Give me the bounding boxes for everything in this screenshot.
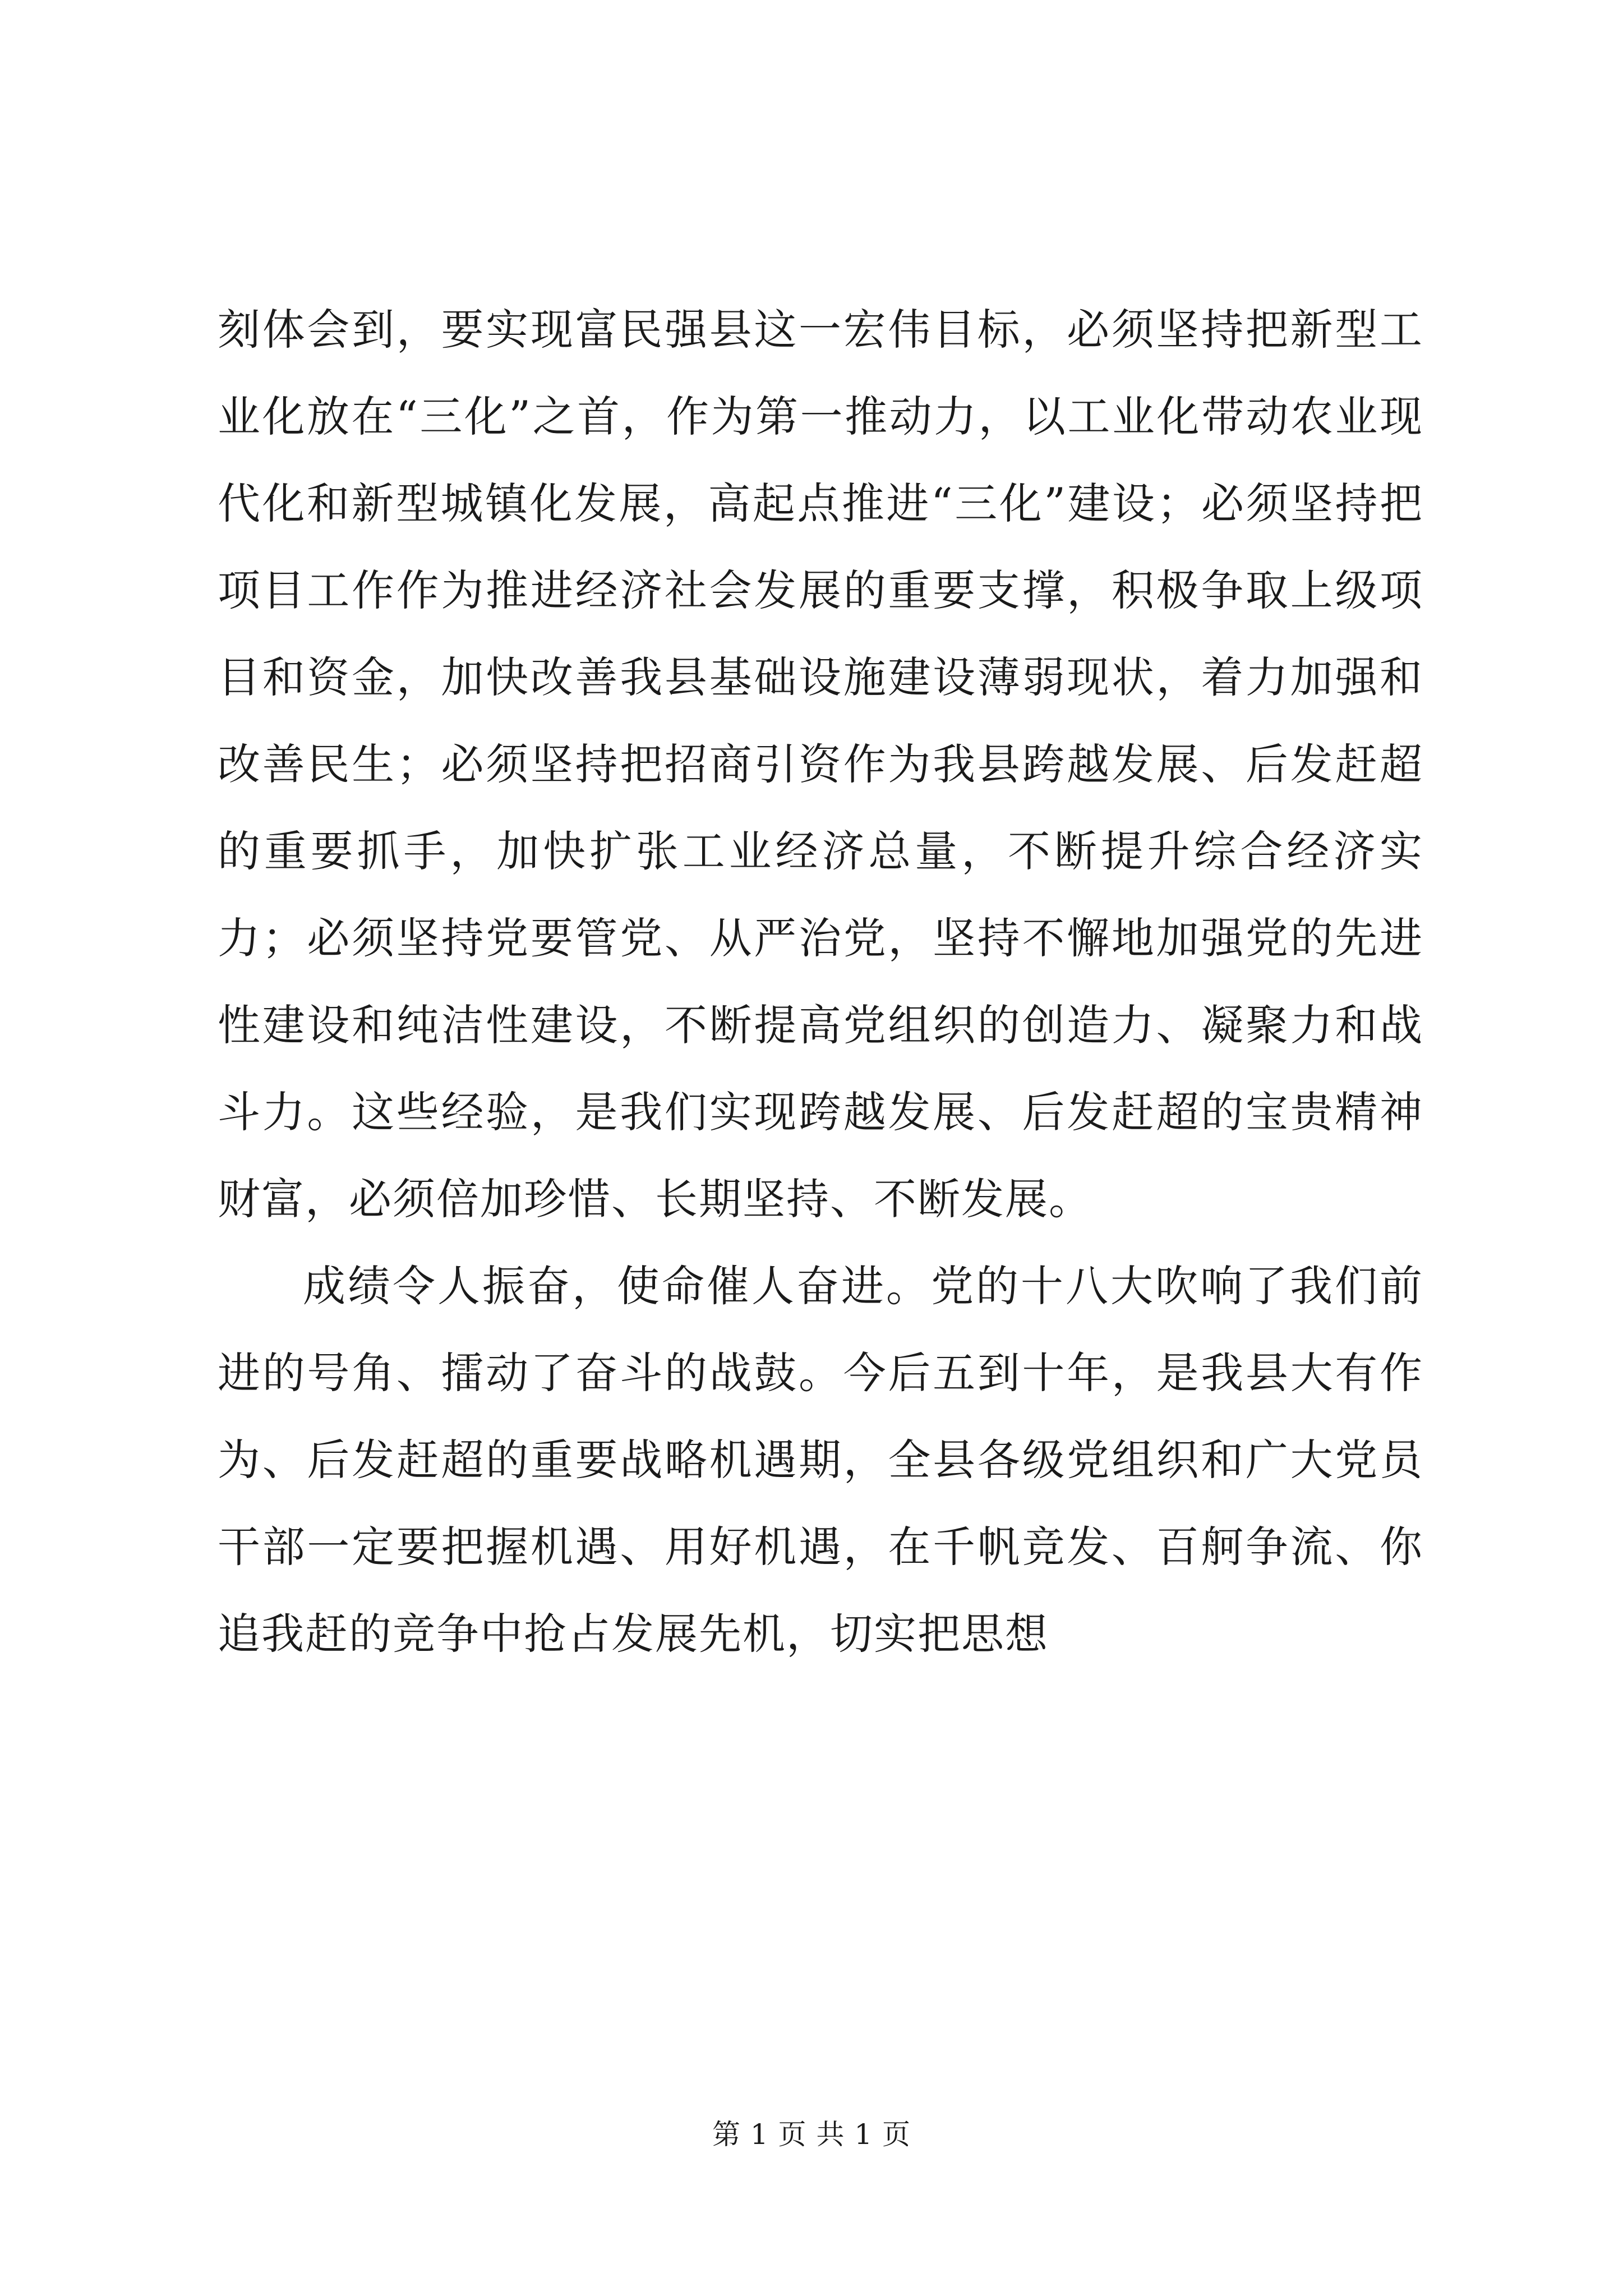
paragraph-1: 刻体会到，要实现富民强县这一宏伟目标，必须坚持把新型工业化放在“三化”之首，作为第一推动力，以工业化带动农业现代化和新型城镇化发展，高起点推进“三化”建设；必须坚持把项目工作作为推进经济社会发展的重要支撑，积极争取上级项目和资金，加快改善我县基础设施建设薄弱现状，着力加强和改善民生；必须坚持把招商引资作为我县跨越发展、后发赶超的重要抓手，加快扩张工业经济总量，不断提升综合经济实力；必须坚持党要管党、从严治党，坚持不懈地加强党的先进性建设和纯洁性建设，不断提高党组织的创造力、凝聚力和战斗力。这些经验，是我们实现跨越发展、后发赶超的宝贵精神财富，必须倍加珍惜、长期坚持、不断发展。 [218, 305, 1423, 1224]
paragraph-2: 成绩令人振奋，使命催人奋进。党的十八大吹响了我们前进的号角、擂动了奋斗的战鼓。今后五到十年，是我县大有作为、后发赶超的重要战略机遇期，全县各级党组织和广大党员干部一定要把握机遇、用好机遇，在千帆竞发、百舸争流、你追我赶的竞争中抢占发展先机，切实把思想 [218, 1261, 1423, 1659]
page-footer: 第 1 页 共 1 页 [712, 2118, 911, 2151]
document-body [218, 286, 1423, 1677]
